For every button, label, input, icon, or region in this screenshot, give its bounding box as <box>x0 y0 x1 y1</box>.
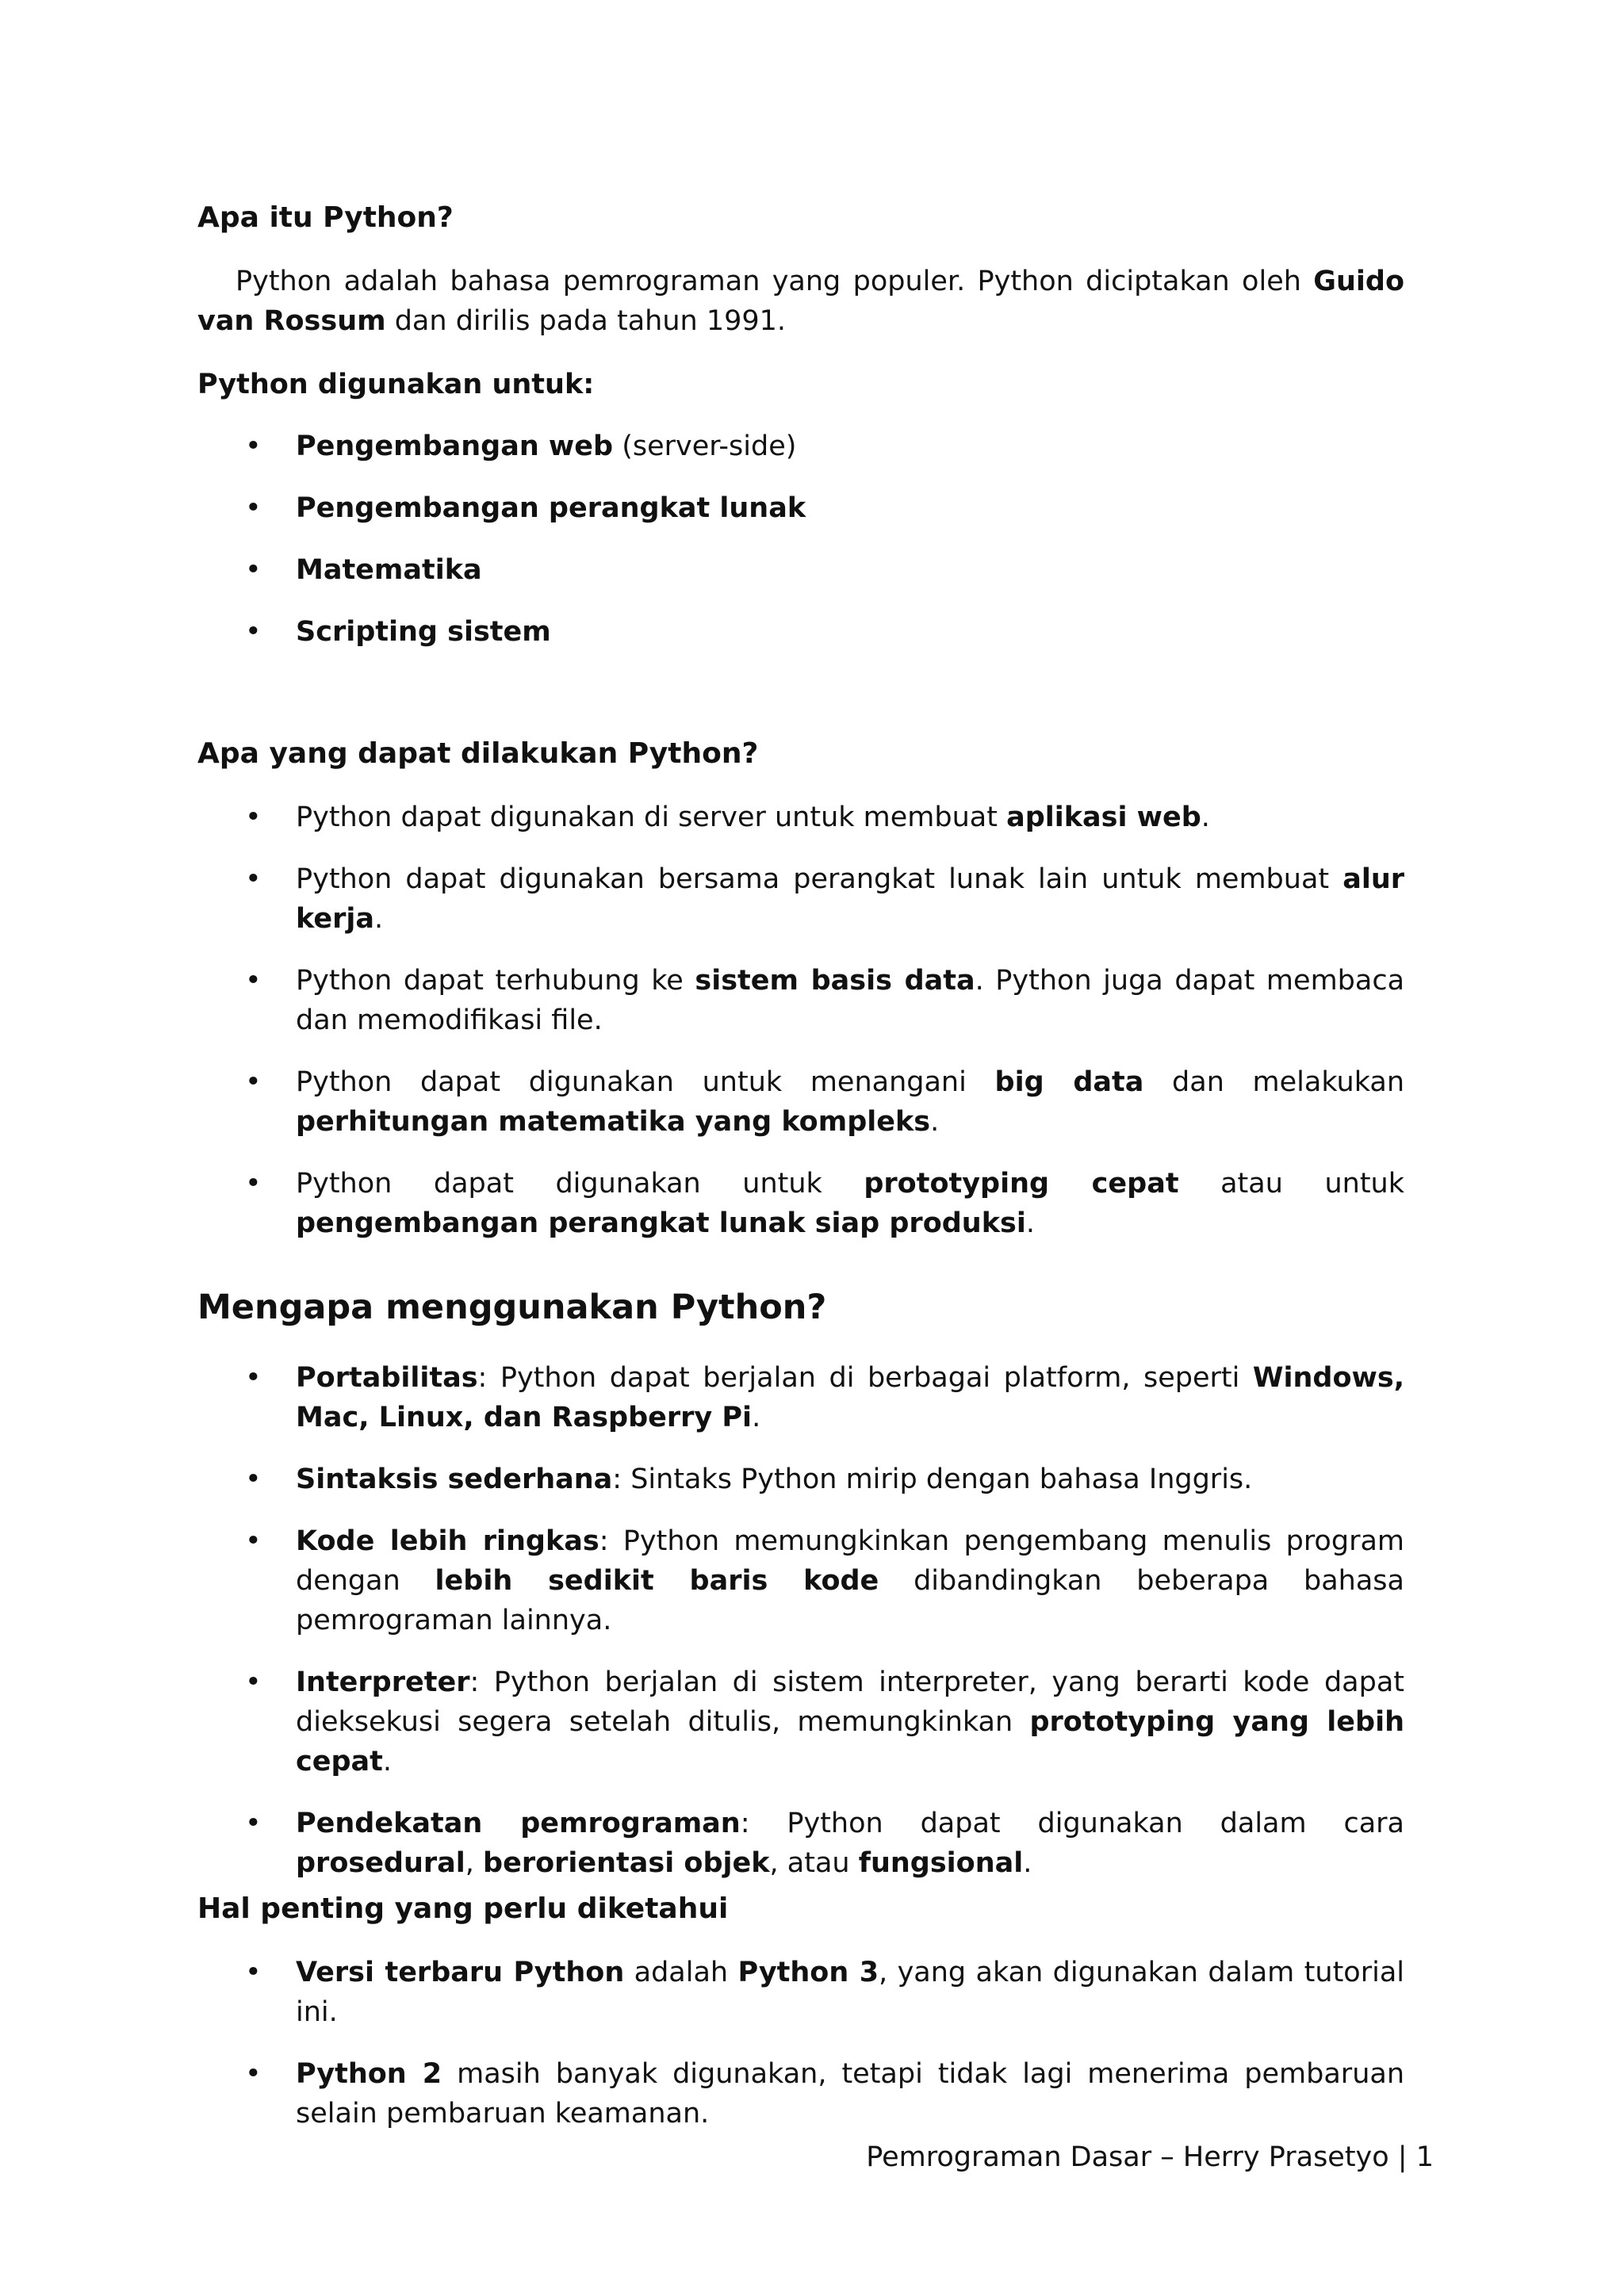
list-item: • Python dapat digunakan untuk menangani big data dan melakukan perhitungan matematika yang kompleks. <box>245 1066 1405 1138</box>
uses-heading: Python digunakan untuk: <box>197 369 595 400</box>
list-item: • Matematika <box>245 554 482 586</box>
list-item: • Python dapat digunakan di server untuk membuat aplikasi web. <box>245 802 1210 833</box>
page-footer: Pemrograman Dasar – Herry Prasetyo | 1 <box>866 2141 1434 2173</box>
list-item: • Python dapat digunakan untuk prototyping cepat atau untuk pengembangan perangkat lunak siap produksi. <box>245 1168 1404 1239</box>
list-item: • Python dapat digunakan bersama perangkat lunak lain untuk membuat alur kerja. <box>245 863 1404 935</box>
list-item: • Versi terbaru Python adalah Python 3, yang akan digunakan dalam tutorial ini. <box>245 1957 1405 2028</box>
section-heading-hal-penting: Hal penting yang perlu diketahui <box>197 1892 729 1925</box>
list-item: • Python dapat terhubung ke sistem basis data. Python juga dapat membaca dan memodifikasi file. <box>245 965 1405 1036</box>
section-heading-mengapa: Mengapa menggunakan Python? <box>197 1288 827 1327</box>
list-item: • Pendekatan pemrograman: Python dapat digunakan dalam cara prosedural, berorientasi objek, atau fungsional. <box>245 1808 1405 1879</box>
list-item: • Pengembangan web (server-side) <box>245 430 797 462</box>
list-item: • Sintaksis sederhana: Sintaks Python mirip dengan bahasa Inggris. <box>245 1464 1253 1495</box>
list-item: • Python 2 masih banyak digunakan, tetapi tidak lagi menerima pembaruan selain pembaruan keamanan. <box>245 2058 1405 2130</box>
list-item: • Kode lebih ringkas: Python memungkinkan pengembang menulis program dengan lebih sedikit baris kode dibandingkan beberapa bahasa pemrograman lainnya. <box>245 1525 1404 1636</box>
section-heading-apa-yang-dapat: Apa yang dapat dilakukan Python? <box>197 737 759 770</box>
capabilities-list <box>197 798 1404 1243</box>
uses-list <box>197 427 1404 652</box>
notes-list <box>197 1953 1404 2133</box>
list-item: • Interpreter: Python berjalan di sistem interpreter, yang berarti kode dapat dieksekusi segera setelah ditulis, memungkinkan prototyping yang lebih cepat. <box>245 1667 1405 1777</box>
reasons-list <box>197 1358 1404 1883</box>
section-heading-apa-itu-python: Apa itu Python? <box>197 201 454 234</box>
list-item: • Pengembangan perangkat lunak <box>245 492 806 524</box>
list-item: • Scripting sistem <box>245 616 551 648</box>
list-item: • Portabilitas: Python dapat berjalan di berbagai platform, seperti Windows, Mac, Linux, dan Raspberry Pi. <box>245 1362 1404 1433</box>
intro-paragraph: Python adalah bahasa pemrograman yang populer. Python diciptakan oleh Guido van Rossum dan dirilis pada tahun 1991. <box>197 266 1404 337</box>
